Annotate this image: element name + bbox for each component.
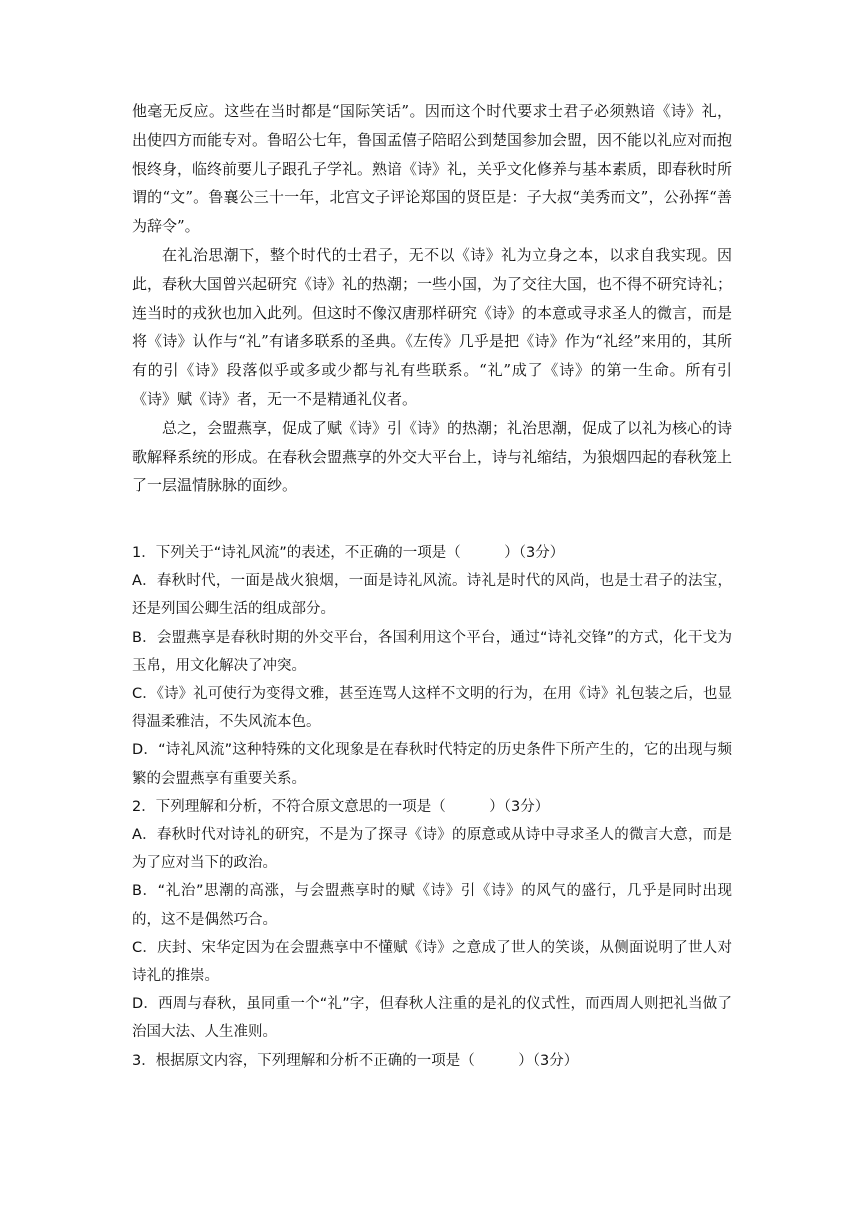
question-stem: 1．下列关于“诗礼风流”的表述，不正确的一项是（ ）（3分） xyxy=(132,545,565,561)
article-paragraph: 他毫无反应。这些在当时都是“国际笑话”。因而这个时代要求士君子必须熟谙《诗》礼，出使四方而能专对。鲁昭公七年，鲁国孟僖子陪昭公到楚国参加会盟，因不能以礼应对而抱恨终身，临终前要儿子跟孔子学礼。熟谙《诗》礼，关乎文化修养与基本素质，即春秋时所谓的“文”。鲁襄公三十一年，北宫文子评论郑国的贤臣是：子大叔“美秀而文”，公孙挥“善为辞令”。 xyxy=(132,102,733,236)
question-stem: 2．下列理解和分析，不符合原文意思的一项是（ ）（3分） xyxy=(132,798,550,815)
option-d: D．“诗礼风流”这种特殊的文化现象是在春秋时代特定的历史条件下所产生的，它的出现与频繁的会盟燕享有重要关系。 xyxy=(132,742,732,787)
article-body xyxy=(132,97,732,500)
article-paragraph: 总之，会盟燕享，促成了赋《诗》引《诗》的热潮；礼治思潮，促成了以礼为核心的诗歌解释系统的形成。在春秋会盟燕享的外交大平台上，诗与礼缩结，为狼烟四起的春秋笼上了一层温情脉脉的面纱。 xyxy=(132,418,733,495)
option-c: C．《诗》礼可使行为变得文雅，甚至连骂人这样不文明的行为，在用《诗》礼包装之后，也显得温柔雅洁，不失风流本色。 xyxy=(132,686,732,731)
question-1 xyxy=(132,539,732,793)
option-a: A．春秋时代对诗礼的研究，不是为了探寻《诗》的原意或从诗中寻求圣人的微言大意，而是为了应对当下的政治。 xyxy=(132,827,732,872)
question-stem: 3．根据原文内容，下列理解和分析不正确的一项是（ ）（3分） xyxy=(132,1052,579,1069)
question-list xyxy=(132,539,732,1075)
question-3 xyxy=(132,1047,732,1075)
option-d: D．西周与春秋，虽同重一个“礼”字，但春秋人注重的是礼的仪式性，而西周人则把礼当做了治国大法、人生准则。 xyxy=(132,996,732,1041)
article-paragraph: 在礼治思潮下，整个时代的士君子，无不以《诗》礼为立身之本，以求自我实现。因此，春秋大国曾兴起研究《诗》礼的热潮；一些小国，为了交往大国，也不得不研究诗礼；连当时的戎狄也加入此列。但这时不像汉唐那样研究《诗》的本意或寻求圣人的微言，而是将《诗》认作与“礼”有诸多联系的圣典。《左传》几乎是把《诗》作为“礼经”来用的，其所有的引《诗》段落似乎或多或少都与礼有些联系。“礼”成了《诗》的第一生命。所有引《诗》赋《诗》者，无一不是精通礼仪者。 xyxy=(132,245,733,408)
option-c: C．庆封、宋华定因为在会盟燕享中不懂赋《诗》之意成了世人的笑谈，从侧面说明了世人对诗礼的推崇。 xyxy=(132,939,732,985)
option-b: B．会盟燕享是春秋时期的外交平台，各国利用这个平台，通过“诗礼交锋”的方式，化干戈为玉帛，用文化解决了冲突。 xyxy=(132,629,732,674)
option-b: B．“礼治”思潮的高涨，与会盟燕享时的赋《诗》引《诗》的风气的盛行，几乎是同时出现的，这不是偶然巧合。 xyxy=(132,883,732,928)
option-a: A．春秋时代，一面是战火狼烟，一面是诗礼风流。诗礼是时代的风尚，也是士君子的法宝，还是列国公卿生活的组成部分。 xyxy=(132,573,732,618)
question-2 xyxy=(132,793,732,1047)
